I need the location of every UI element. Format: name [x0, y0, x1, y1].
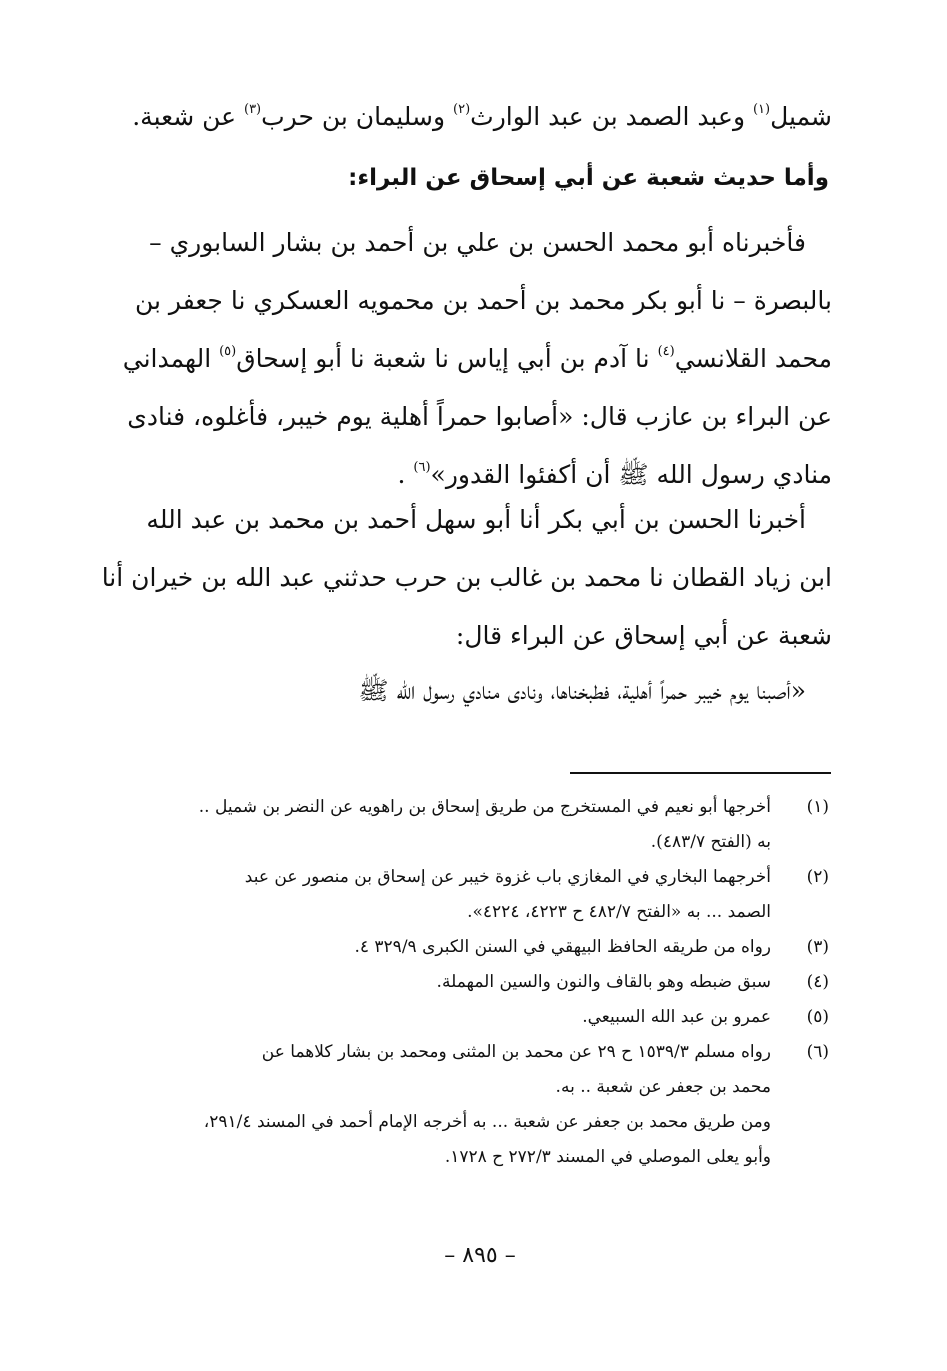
paragraph-1 — [112, 214, 832, 504]
footnote-line: رواه من طريقه الحافظ البيهقي في السنن الكبرى ٣٢٩/٩ ٤. — [354, 937, 771, 957]
text-line: عن البراء بن عازب قال: «أصابوا حمراً أهلية يوم خيبر، فأغلوه، فنادى — [127, 402, 832, 431]
opening-line — [112, 88, 832, 146]
footnote-number: (٣) — [806, 937, 829, 957]
footnote-number: (٤) — [806, 972, 829, 992]
footnote — [111, 1000, 829, 1035]
text-run: الهمداني — [122, 344, 220, 373]
footnote-number: (٥) — [806, 1007, 829, 1027]
footnote-marker[interactable]: (٣) — [243, 102, 262, 117]
text-run: محمد القلانسي — [674, 344, 832, 373]
footnote-line: ومن طريق محمد بن جعفر عن شعبة ... به أخرجه الإمام أحمد في المسند ٢٩١/٤، — [203, 1112, 771, 1132]
section-heading: وأما حديث شعبة عن أبي إسحاق عن البراء: — [348, 165, 829, 191]
footnote — [111, 965, 829, 1000]
footnote-number: (٢) — [806, 867, 829, 887]
text-line — [112, 330, 832, 388]
footnote — [111, 1035, 829, 1175]
footnote-marker[interactable]: (٥) — [219, 344, 237, 359]
footnote-separator — [570, 772, 831, 774]
text-line — [112, 88, 832, 146]
text-run: وسليمان بن حرب — [261, 102, 454, 131]
footnote-line: به (الفتح ٤٨٣/٧). — [650, 832, 771, 852]
footnote-marker[interactable]: (٢) — [453, 102, 471, 117]
footnote-line: أخرجهما البخاري في المغازي باب غزوة خيبر عن إسحاق بن منصور عن عبد — [244, 867, 771, 887]
text-run: شميل — [770, 102, 832, 131]
text-run: . — [397, 460, 414, 489]
text-line: بالبصرة – نا أبو بكر محمد بن أحمد بن محمويه العسكري نا جعفر بن — [135, 286, 832, 315]
paragraph-2 — [101, 491, 832, 665]
text-line: شعبة عن أبي إسحاق عن البراء قال: — [455, 621, 832, 650]
footnote-line: وأبو يعلى الموصلي في المسند ٢٧٢/٣ ح ١٧٢٨. — [444, 1147, 771, 1167]
text-line: أخبرنا الحسن بن أبي بكر أنا أبو سهل أحمد بن محمد بن عبد الله — [146, 505, 806, 534]
text-run: وعبد الصمد بن عبد الوارث — [470, 102, 753, 131]
footnote-number: (١) — [806, 797, 829, 817]
footnote-number: (٦) — [806, 1042, 829, 1062]
text-line: «أصبنا يوم خيبر حمراً أهلية، فطبخناها، ونادى منادي رسول الله ﷺ — [358, 676, 806, 705]
footnote-line: محمد بن جعفر عن شعبة .. به. — [555, 1077, 771, 1097]
footnote-line: سبق ضبطه وهو بالقاف والنون والسين المهملة. — [436, 972, 771, 992]
text-line: ابن زياد القطان نا محمد بن غالب بن حرب حدثني عبد الله بن خيران أنا — [101, 563, 832, 592]
paragraph-3 — [112, 662, 832, 720]
footnote — [111, 860, 829, 930]
footnote — [111, 930, 829, 965]
footnote-line: أخرجها أبو نعيم في المستخرج من طريق إسحاق بن راهويه عن النضر بن شميل .. — [198, 797, 771, 817]
footnote-marker[interactable]: (١) — [752, 102, 771, 117]
footnote — [111, 790, 829, 860]
text-run: نا آدم بن أبي إياس نا شعبة نا أبو إسحاق — [236, 344, 658, 373]
footnote-line: رواه مسلم ١٥٣٩/٣ ح ٢٩ عن محمد بن المثنى ومحمد بن بشار كلاهما عن — [261, 1042, 771, 1062]
footnote-marker[interactable]: (٤) — [657, 344, 675, 359]
text-run: منادي رسول الله ﷺ أن أكفئوا القدور» — [430, 460, 832, 489]
footnote-line: الصمد ... به «الفتح ٤٨٢/٧ ح ٤٢٢٣، ٤٢٢٤». — [467, 902, 771, 922]
text-run: عن شعبة. — [132, 102, 244, 131]
text-line: فأخبرناه أبو محمد الحسن بن علي بن أحمد بن بشار السابوري – — [149, 228, 806, 257]
page-number: – ٨٩٥ – — [444, 1243, 516, 1268]
footnote-marker[interactable]: (٦) — [413, 460, 431, 475]
footnotes — [111, 790, 829, 1175]
footnote-line: عمرو بن عبد الله السبيعي. — [582, 1007, 771, 1027]
